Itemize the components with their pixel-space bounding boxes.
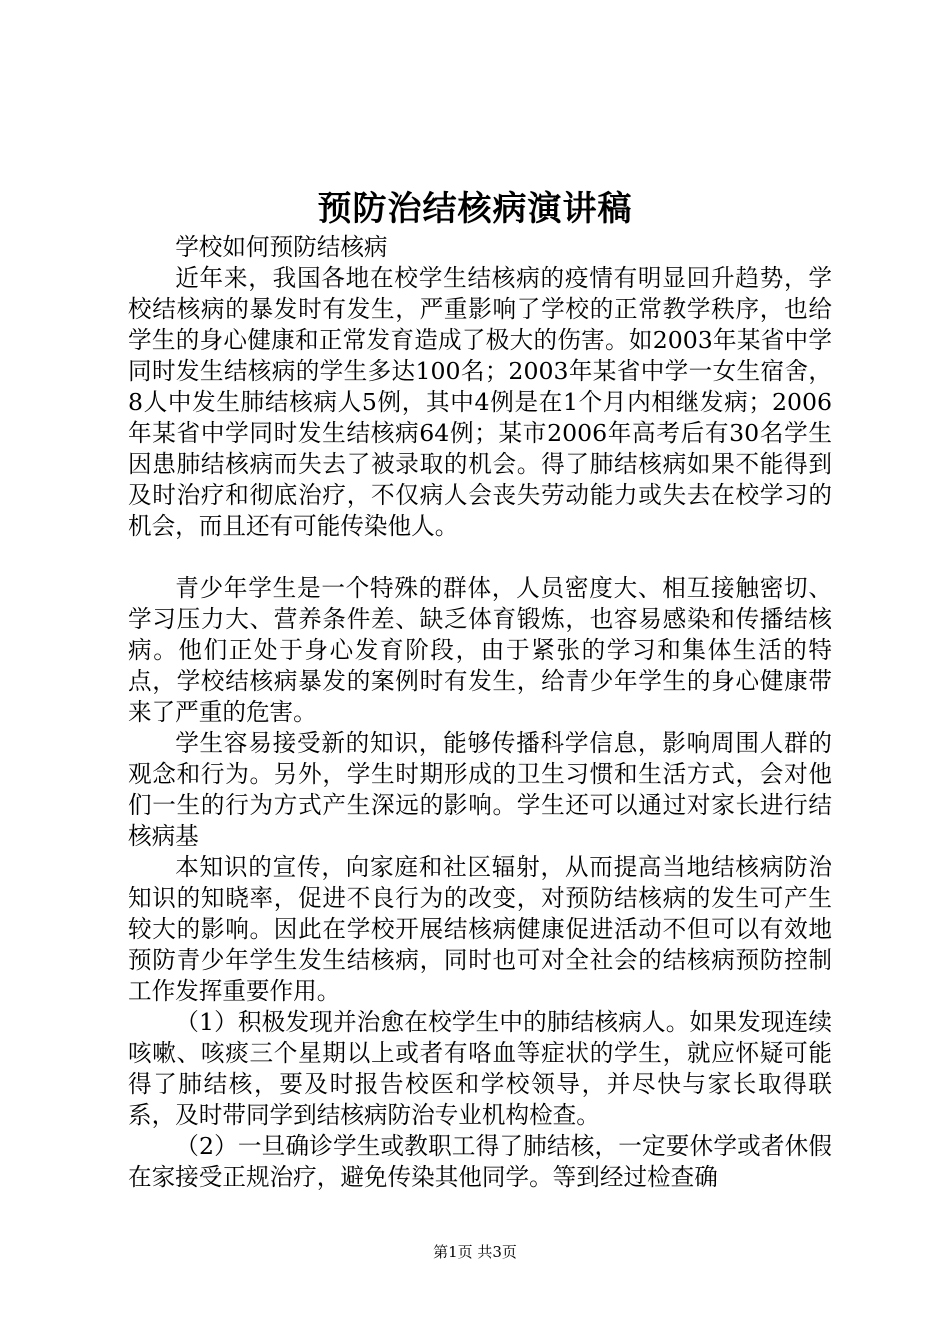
section-heading: 学校如何预防结核病 (175, 233, 388, 261)
paragraph-students: 学生容易接受新的知识，能够传播科学信息，影响周围人群的观念和行为。另外，学生时期形成的卫生习惯和生活方式，会对他们一生的行为方式产生深远的影响。学生还可以通过对家长进行结核病基 (128, 729, 832, 850)
paragraph-item-2: （2）一旦确诊学生或教职工得了肺结核，一定要休学或者休假在家接受正规治疗，避免传染其他同学。等到经过检查确 (128, 1132, 832, 1191)
paragraph-item-1: （1）积极发现并治愈在校学生中的肺结核病人。如果发现连续咳嗽、咳痰三个星期以上或者有咯血等症状的学生，就应怀疑可能得了肺结核，要及时报告校医和学校领导，并尽快与家长取得联系，及时带同学到结核病防治专业机构检查。 (128, 1008, 832, 1129)
page-number: 第1页 共3页 (433, 1243, 517, 1261)
paragraph-intro: 近年来，我国各地在校学生结核病的疫情有明显回升趋势，学校结核病的暴发时有发生，严重影响了学校的正常教学秩序，也给学生的身心健康和正常发育造成了极大的伤害。如2003年某省中学同时发生结核病的学生多达100名；2003年某省中学一女生宿舍，8人中发生肺结核病人5例，其中4例是在1个月内相继发病；2006年某省中学同时发生结核病64例；某市2006年高考后有30名学生因患肺结核病而失去了被录取的机会。得了肺结核病如果不能得到及时治疗和彻底治疗，不仅病人会丧失劳动能力或失去在校学习的机会，而且还有可能传染他人。 (128, 264, 832, 540)
paragraph-youth: 青少年学生是一个特殊的群体，人员密度大、相互接触密切、学习压力大、营养条件差、缺乏体育锻炼，也容易感染和传播结核病。他们正处于身心发育阶段，由于紧张的学习和集体生活的特点，学校结核病暴发的案例时有发生，给青少年学生的身心健康带来了严重的危害。 (128, 574, 832, 726)
document-body (128, 232, 832, 1193)
document-title: 预防治结核病演讲稿 (317, 189, 633, 229)
paragraph-knowledge: 本知识的宣传，向家庭和社区辐射，从而提高当地结核病防治知识的知晓率，促进不良行为的改变，对预防结核病的发生可产生较大的影响。因此在学校开展结核病健康促进活动不但可以有效地预防青少年学生发生结核病，同时也可对全社会的结核病预防控制工作发挥重要作用。 (128, 853, 832, 1005)
